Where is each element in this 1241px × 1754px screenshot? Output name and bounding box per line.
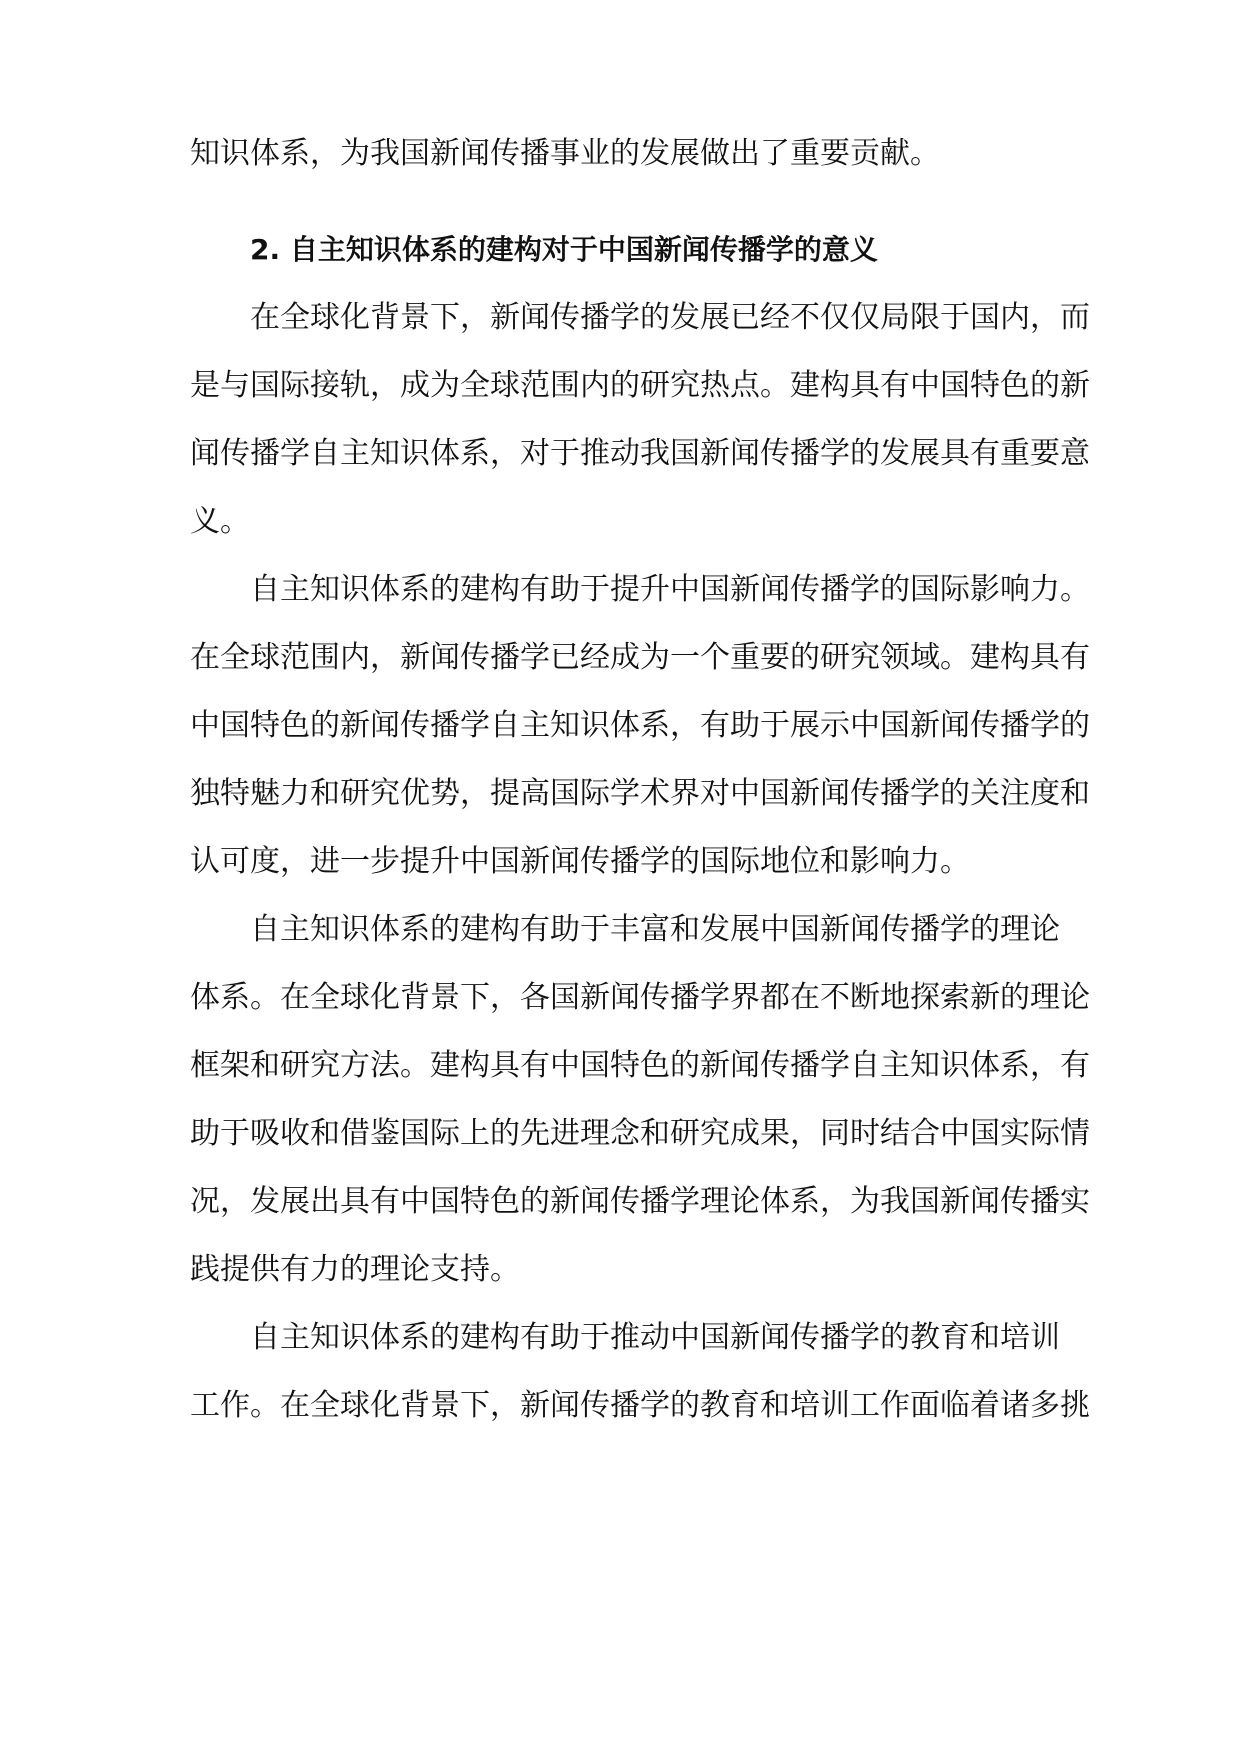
- section-heading: 2. 自主知识体系的建构对于中国新闻传播学的意义: [250, 233, 878, 266]
- text-line: 独特魅力和研究优势，提高国际学术界对中国新闻传播学的关注度和: [190, 776, 1090, 811]
- text-line: 中国特色的新闻传播学自主知识体系，有助于展示中国新闻传播学的: [190, 708, 1090, 743]
- text-line: 工作。在全球化背景下，新闻传播学的教育和培训工作面临着诸多挑: [190, 1388, 1090, 1423]
- text-line: 知识体系，为我国新闻传播事业的发展做出了重要贡献。: [190, 136, 940, 171]
- text-line: 践提供有力的理论支持。: [190, 1252, 520, 1287]
- text-line: 自主知识体系的建构有助于提升中国新闻传播学的国际影响力。: [250, 572, 1090, 607]
- text-line: 闻传播学自主知识体系，对于推动我国新闻传播学的发展具有重要意: [190, 436, 1090, 471]
- text-line: 自主知识体系的建构有助于推动中国新闻传播学的教育和培训: [250, 1320, 1060, 1355]
- text-line: 助于吸收和借鉴国际上的先进理念和研究成果，同时结合中国实际情: [190, 1116, 1090, 1151]
- text-line: 在全球化背景下，新闻传播学的发展已经不仅仅局限于国内，而: [250, 300, 1090, 335]
- text-line: 义。: [190, 504, 250, 539]
- text-line: 是与国际接轨，成为全球范围内的研究热点。建构具有中国特色的新: [190, 368, 1090, 403]
- text-line: 认可度，进一步提升中国新闻传播学的国际地位和影响力。: [190, 844, 970, 879]
- text-line: 自主知识体系的建构有助于丰富和发展中国新闻传播学的理论: [250, 912, 1060, 947]
- text-line: 在全球范围内，新闻传播学已经成为一个重要的研究领域。建构具有: [190, 640, 1090, 675]
- text-line: 框架和研究方法。建构具有中国特色的新闻传播学自主知识体系，有: [190, 1048, 1090, 1083]
- text-line: 况，发展出具有中国特色的新闻传播学理论体系，为我国新闻传播实: [190, 1184, 1090, 1219]
- text-line: 体系。在全球化背景下，各国新闻传播学界都在不断地探索新的理论: [190, 980, 1090, 1015]
